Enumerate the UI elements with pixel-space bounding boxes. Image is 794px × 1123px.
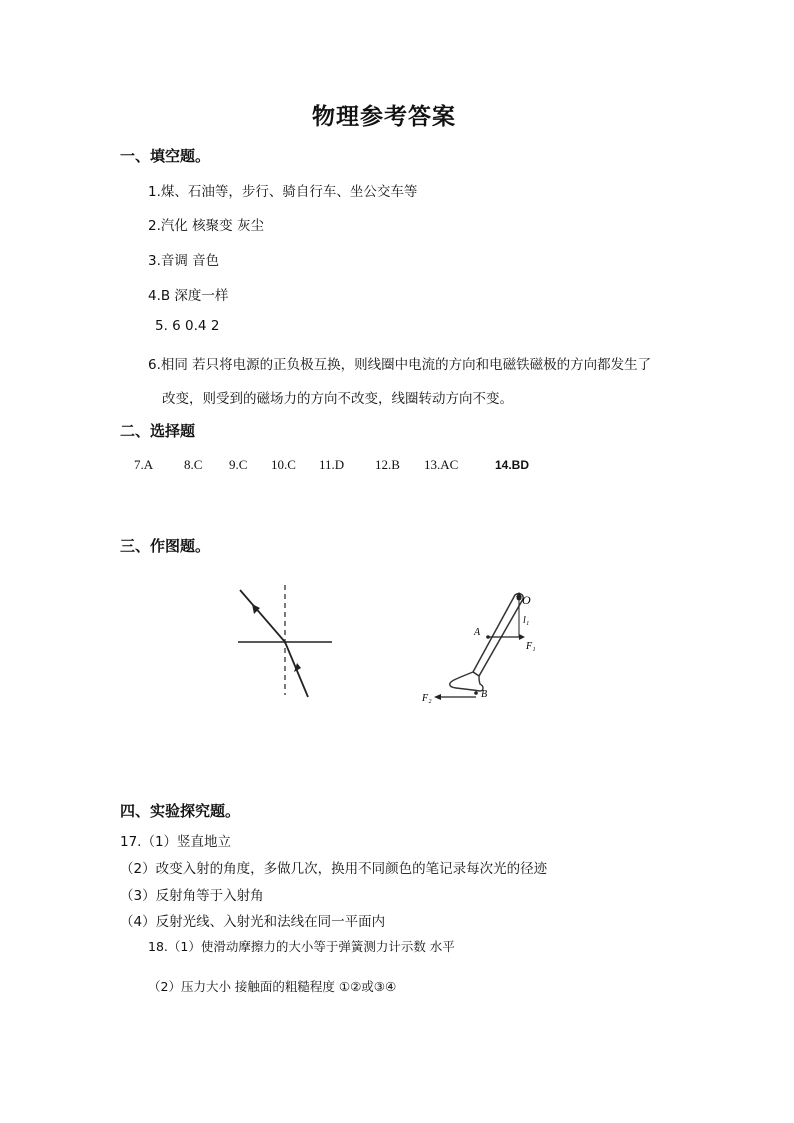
label-b: B: [481, 689, 488, 700]
q18-part-1: 18.（1）使滑动摩擦力的大小等于弹簧测力计示数 水平: [148, 939, 455, 954]
answer-5: 5. 6 0.4 2: [155, 318, 220, 334]
choice-answer-13: 13.AC: [424, 457, 459, 472]
force-f2-arrow: [434, 694, 441, 700]
choice-answer-10: 10.C: [271, 457, 296, 472]
answer-6-continued: 改变，则受到的磁场力的方向不改变，线圈转动方向不变。: [162, 391, 513, 407]
q18-part-2: （2）压力大小 接触面的粗糙程度 ①②或③④: [148, 979, 397, 994]
q17-part-2: （2）改变入射的角度，多做几次，换用不同颜色的笔记录每次光的径迹: [120, 861, 548, 877]
force-f1-arrow: [519, 634, 525, 640]
answer-1: 1.煤、石油等，步行、骑自行车、坐公交车等: [148, 184, 418, 200]
answer-4: 4.B 深度一样: [148, 288, 229, 304]
refraction-diagram: [230, 580, 340, 705]
q17-part-3: （3）反射角等于入射角: [120, 888, 264, 904]
pedal-foot: [450, 672, 483, 691]
q17-part-4: （4）反射光线、入射光和法线在同一平面内: [120, 914, 386, 930]
choice-answer-14: 14.BD: [495, 458, 530, 472]
section-4-heading: 四、实验探究题。: [120, 802, 241, 820]
label-a: A: [474, 627, 481, 638]
section-3-heading: 三、作图题。: [120, 537, 211, 555]
choice-answer-9: 9.C: [229, 457, 248, 472]
label-o: O: [522, 593, 531, 607]
label-f2: F₂: [422, 693, 432, 704]
section-1-heading: 一、填空题。: [120, 147, 211, 165]
choice-answer-11: 11.D: [319, 457, 345, 472]
choice-answer-8: 8.C: [184, 457, 203, 472]
point-a: [486, 635, 490, 639]
q17-part-1: 17.（1）竖直地立: [120, 834, 232, 850]
point-b: [474, 691, 478, 695]
page-title: 物理参考答案: [312, 103, 456, 130]
choice-answer-12: 12.B: [375, 457, 400, 472]
label-l1: l₁: [523, 615, 530, 626]
answer-2: 2.汽化 核聚变 灰尘: [148, 218, 264, 234]
answer-3: 3.音调 音色: [148, 253, 220, 269]
answer-6: 6.相同 若只将电源的正负极互换，则线圈中电流的方向和电磁铁磁极的方向都发生了: [148, 357, 652, 373]
lever-diagram: [418, 585, 548, 707]
label-f1: F₁: [526, 641, 536, 652]
refracted-ray: [240, 590, 285, 642]
choice-answer-7: 7.A: [134, 457, 154, 472]
section-2-heading: 二、选择题: [120, 422, 196, 440]
lever-arm: [473, 594, 523, 676]
